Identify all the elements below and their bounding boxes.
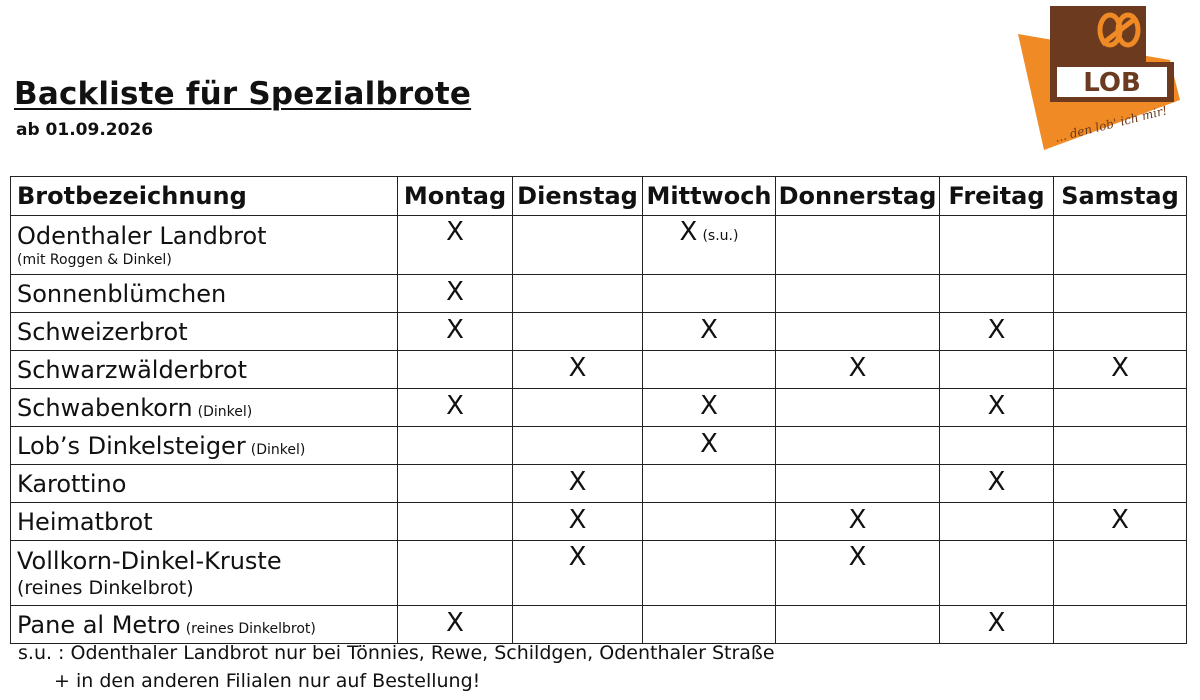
table-row (11, 541, 1187, 606)
bread-name: Lob’s Dinkelsteiger (17, 431, 246, 460)
bread-name: Schweizerbrot (17, 317, 188, 346)
bread-name-cell (11, 427, 398, 465)
bread-note: (Dinkel) (250, 441, 306, 458)
logo-text: LOB (1083, 68, 1141, 98)
day-mark: X (848, 505, 867, 535)
mark-note: (s.u.) (702, 228, 739, 244)
bread-name-cell (11, 275, 398, 313)
logo-slogan: ... den lob' ich mir! (1053, 103, 1169, 145)
bread-name: Karottino (17, 469, 127, 498)
bread-name-cell (11, 606, 398, 644)
day-mark: X (446, 608, 464, 638)
bread-name-cell (11, 389, 398, 427)
bread-name: Schwarzwälderbrot (17, 355, 247, 384)
day-mark: X (1111, 353, 1129, 383)
bread-name: Vollkorn-Dinkel-Kruste (17, 547, 282, 575)
day-mark: X (568, 542, 587, 572)
day-mark: X (446, 315, 464, 345)
footnote-line-2: + in den anderen Filialen nur auf Bestellung! (54, 670, 481, 692)
bread-name: Sonnenblümchen (17, 279, 227, 308)
column-header: Dienstag (513, 177, 643, 216)
table-row (11, 465, 1187, 503)
bread-name: Heimatbrot (17, 507, 153, 536)
day-mark: X (700, 429, 718, 459)
bread-name-cell (11, 541, 398, 606)
day-mark: X (848, 353, 867, 383)
baking-schedule-table (10, 176, 1187, 644)
day-mark: X (848, 542, 867, 572)
table-row (11, 216, 1187, 275)
bread-note: (Dinkel) (197, 403, 253, 420)
table-row (11, 389, 1187, 427)
day-mark: X (700, 315, 718, 345)
column-header: Samstag (1054, 177, 1187, 216)
column-header: Brotbezeichnung (11, 177, 398, 216)
table-row (11, 351, 1187, 389)
day-mark: X (987, 467, 1006, 497)
table-row (11, 427, 1187, 465)
column-header: Mittwoch (643, 177, 776, 216)
day-mark: X (987, 315, 1006, 345)
bread-name-cell (11, 465, 398, 503)
table-header-row (11, 177, 1187, 216)
day-mark: X (446, 277, 464, 307)
day-mark: X (987, 608, 1006, 638)
bread-name: Odenthaler Landbrot (17, 222, 267, 250)
bread-name-cell (11, 351, 398, 389)
day-mark: X (568, 505, 587, 535)
bread-name-cell (11, 313, 398, 351)
bread-name: Pane al Metro (17, 610, 181, 639)
day-mark: X (568, 353, 587, 383)
bread-note: (reines Dinkelbrot) (185, 620, 316, 637)
lob-logo (1010, 0, 1190, 150)
page-title: Backliste für Spezialbrote (14, 76, 472, 112)
day-mark: X (446, 217, 464, 247)
table-row (11, 503, 1187, 541)
column-header: Donnerstag (776, 177, 940, 216)
table-row (11, 275, 1187, 313)
day-mark: X (446, 391, 464, 421)
day-mark: X (1111, 505, 1129, 535)
bread-name-cell (11, 503, 398, 541)
column-header: Montag (398, 177, 513, 216)
footnote-line-1: s.u. : Odenthaler Landbrot nur bei Tönnies, Rewe, Schildgen, Odenthaler Straße (18, 642, 775, 664)
table-row (11, 606, 1187, 644)
day-mark: X (700, 391, 718, 421)
bread-name-cell (11, 216, 398, 275)
day-mark: X (679, 217, 698, 247)
table-row (11, 313, 1187, 351)
bread-note: (reines Dinkelbrot) (17, 577, 194, 599)
day-mark: X (987, 391, 1006, 421)
day-mark: X (568, 467, 587, 497)
bread-name: Schwabenkorn (17, 393, 193, 422)
valid-from-date: ab 01.09.2026 (16, 120, 154, 140)
bread-note: (mit Roggen & Dinkel) (17, 252, 172, 268)
column-header: Freitag (940, 177, 1054, 216)
